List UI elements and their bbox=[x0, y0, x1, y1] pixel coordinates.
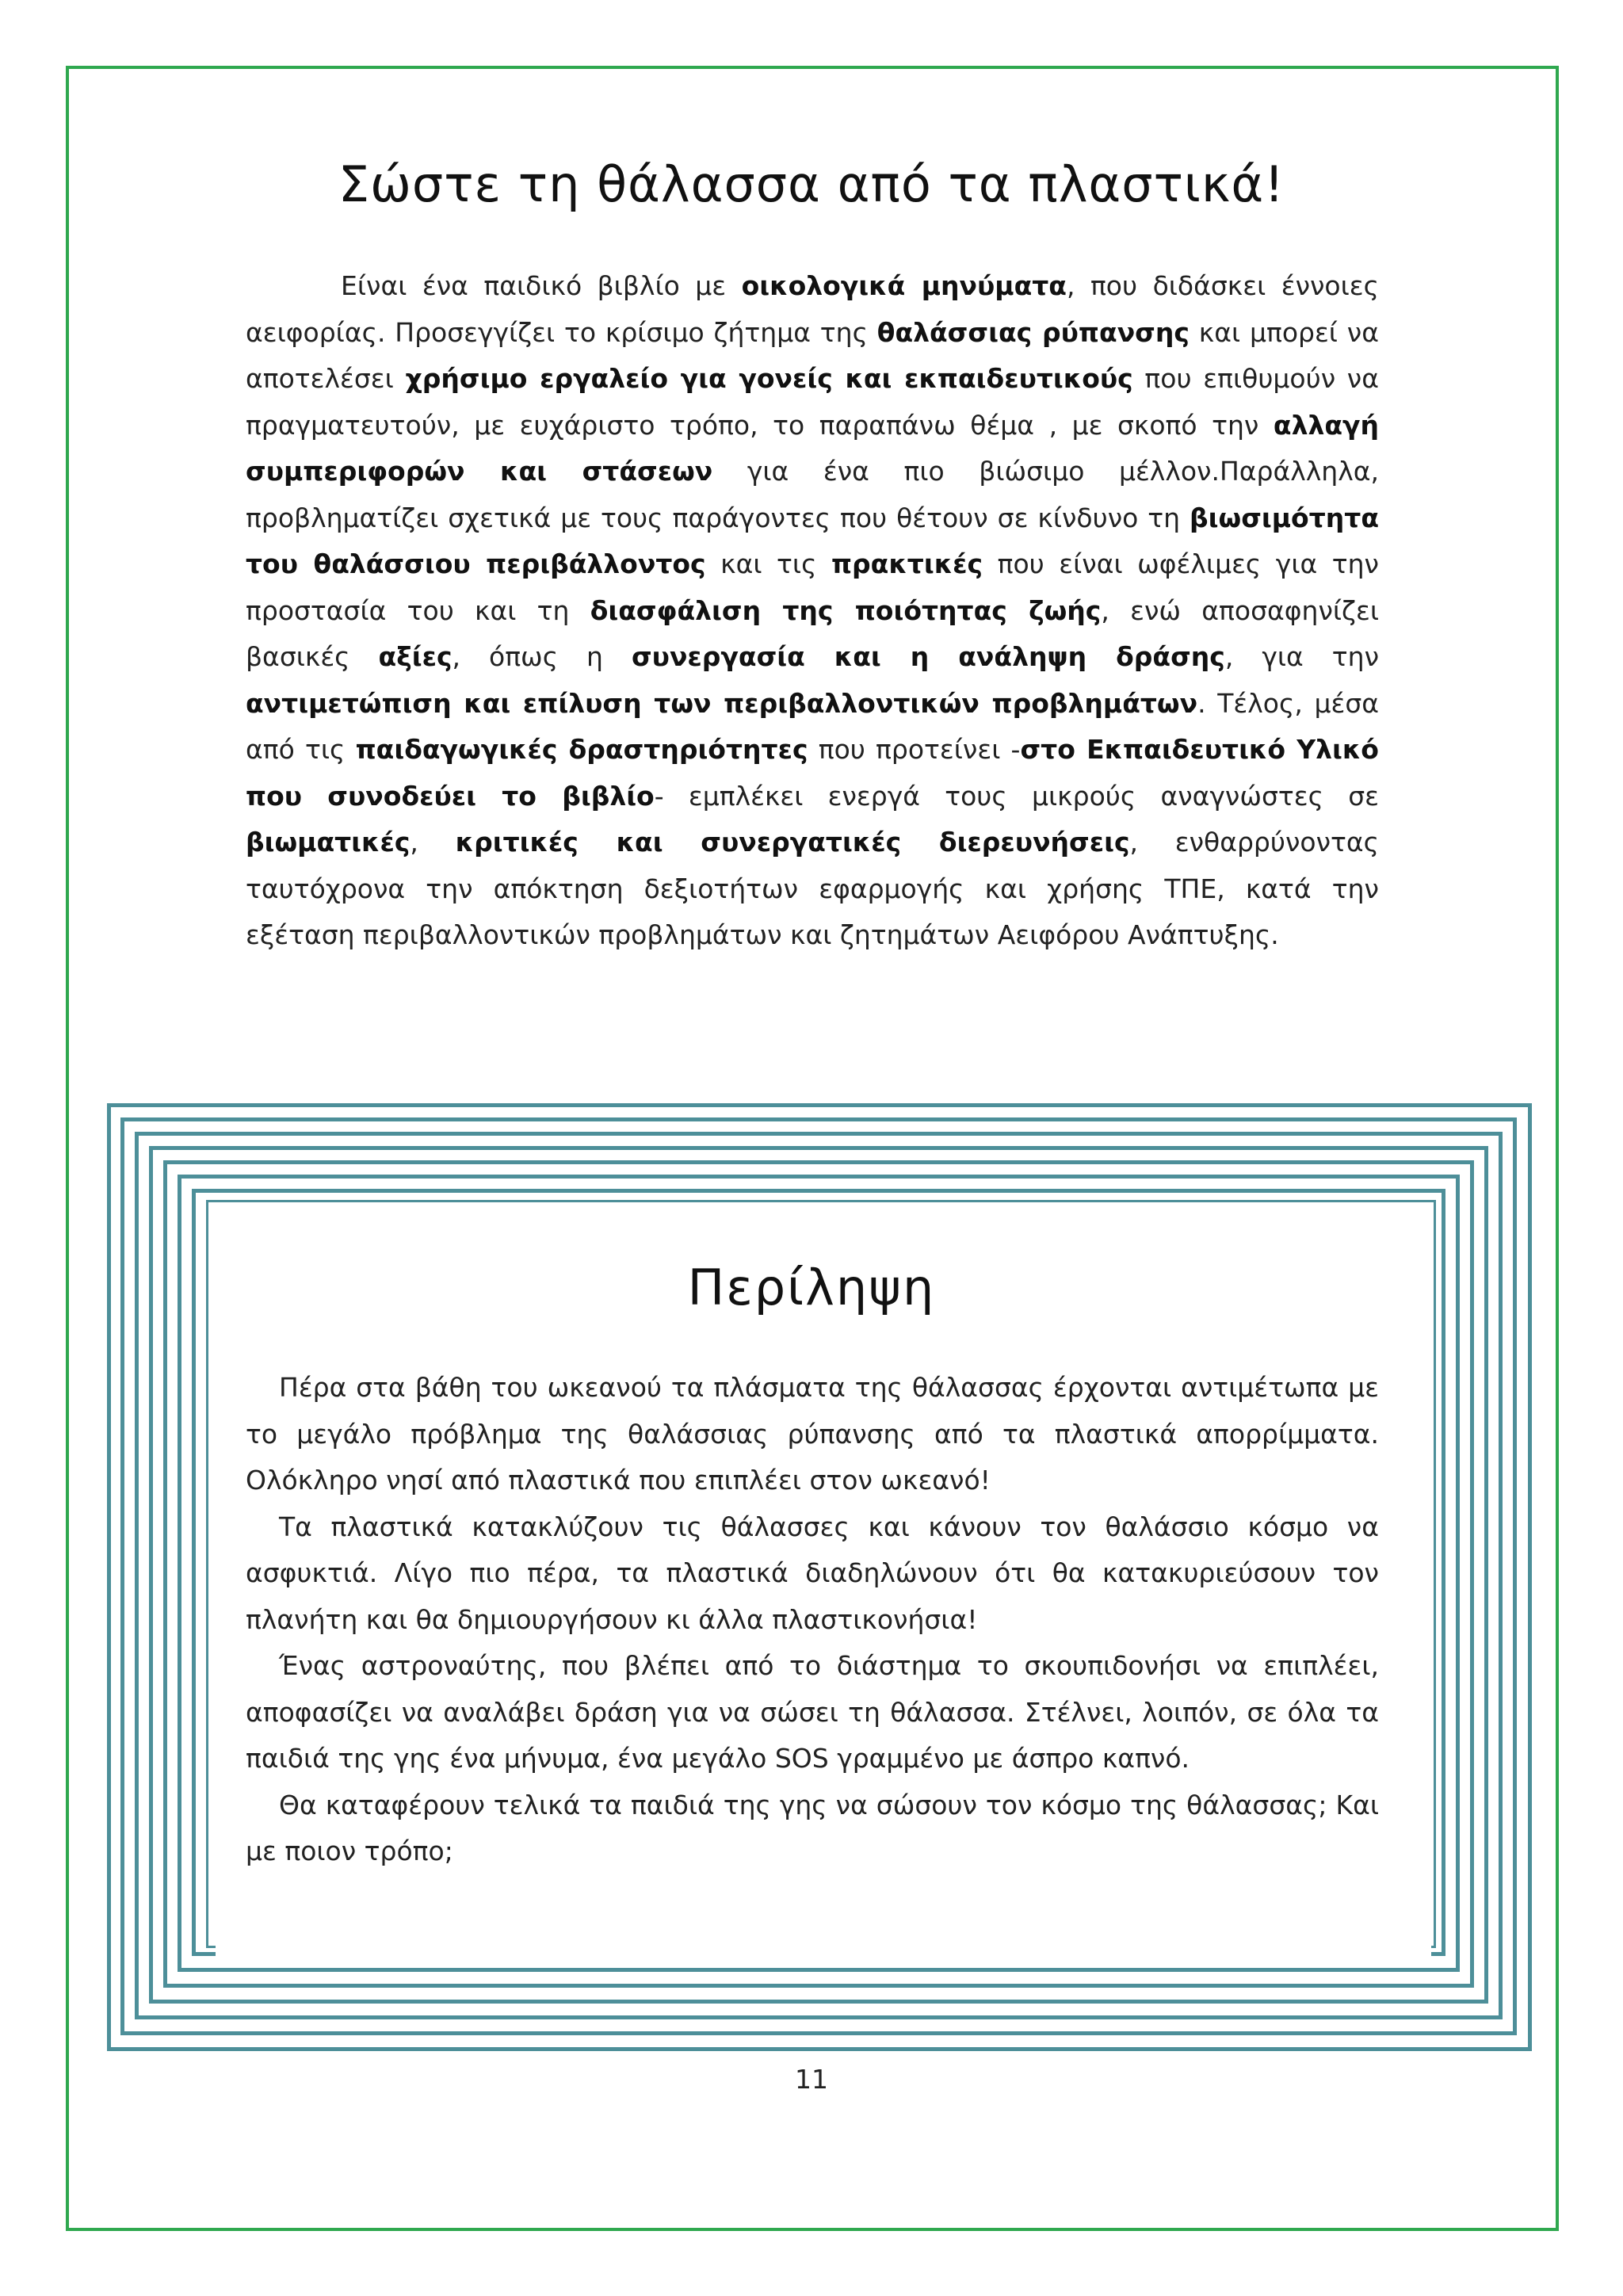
summary-paragraph: Τα πλαστικά κατακλύζουν τις θάλασσες και κάνουν τον θαλάσσιο κόσμο να ασφυκτιά. Λίγο πιο πέρα, τα πλαστικά διαδηλώνουν ότι θα κατακυριεύσουν τον πλανήτη και θα δημιουργήσουν κι άλλα πλαστικονήσια! bbox=[246, 1511, 1379, 1635]
summary-paragraph: Πέρα στα βάθη του ωκεανού τα πλάσματα της θάλασσας έρχονται αντιμέτωπα με το μεγάλο πρόβλημα της θαλάσσιας ρύπανσης από τα πλαστικά απορρίμματα. Ολόκληρο νησί από πλαστικά που επιπλέει στον ωκεανό! bbox=[246, 1372, 1379, 1496]
summary-text bbox=[246, 1365, 1379, 1875]
intro-paragraph: Είναι ένα παιδικό βιβλίο με οικολογικά μηνύματα, που διδάσκει έννοιες αειφορίας. Προσεγγίζει το κρίσιμο ζήτημα της θαλάσσιας ρύπανσης και μπορεί να αποτελέσει χρήσιμο εργαλείο για γονείς και εκπαιδευτικούς που επιθυμούν να πραγματευτούν, με ευχάριστο τρόπο, το παραπάνω θέμα , με σκοπό την αλλαγή συμπεριφορών και στάσεων για ένα πιο βιώσιμο μέλλον.Παράλληλα, προβληματίζει σχετικά με τους παράγοντες που θέτουν σε κίνδυνο τη βιωσιμότητα του θαλάσσιου περιβάλλοντος και τις πρακτικές που είναι ωφέλιμες για την προστασία του και τη διασφάλιση της ποιότητας ζωής, ενώ αποσαφηνίζει βασικές αξίες, όπως η συνεργασία και η ανάληψη δράσης, για την αντιμετώπιση και επίλυση των περιβαλλοντικών προβλημάτων. Τέλος, μέσα από τις παιδαγωγικές δραστηριότητες που προτείνει -στο Εκπαιδευτικό Υλικό που συνοδεύει το βιβλίο- εμπλέκει ενεργά τους μικρούς αναγνώστες σε βιωματικές, κριτικές και συνεργατικές διερευνήσεις, ενθαρρύνοντας ταυτόχρονα την απόκτηση δεξιοτήτων εφαρμογής και χρήσης ΤΠΕ, κατά την εξέταση περιβαλλοντικών προβλημάτων και ζητημάτων Αειφόρου Ανάπτυξης. bbox=[246, 270, 1380, 950]
summary-paragraph: Θα καταφέρουν τελικά τα παιδιά της γης να σώσουν τον κόσμο της θάλασσας; Και με ποιον τρόπο; bbox=[246, 1789, 1379, 1866]
page-number: 11 bbox=[795, 2064, 828, 2095]
summary-title: Περίληψη bbox=[687, 1259, 936, 1316]
page-title: Σώστε τη θάλασσα από τα πλαστικά! bbox=[338, 155, 1285, 213]
summary-paragraph: Ένας αστροναύτης, που βλέπει από το διάστημα το σκουπιδονήσι να επιπλέει, αποφασίζει να αναλάβει δράση για να σώσει τη θάλασσα. Στέλνει, λοιπόν, σε όλα τα παιδιά της γης ένα μήνυμα, ένα μεγάλο SOS γραμμένο με άσπρο καπνό. bbox=[246, 1650, 1379, 1774]
